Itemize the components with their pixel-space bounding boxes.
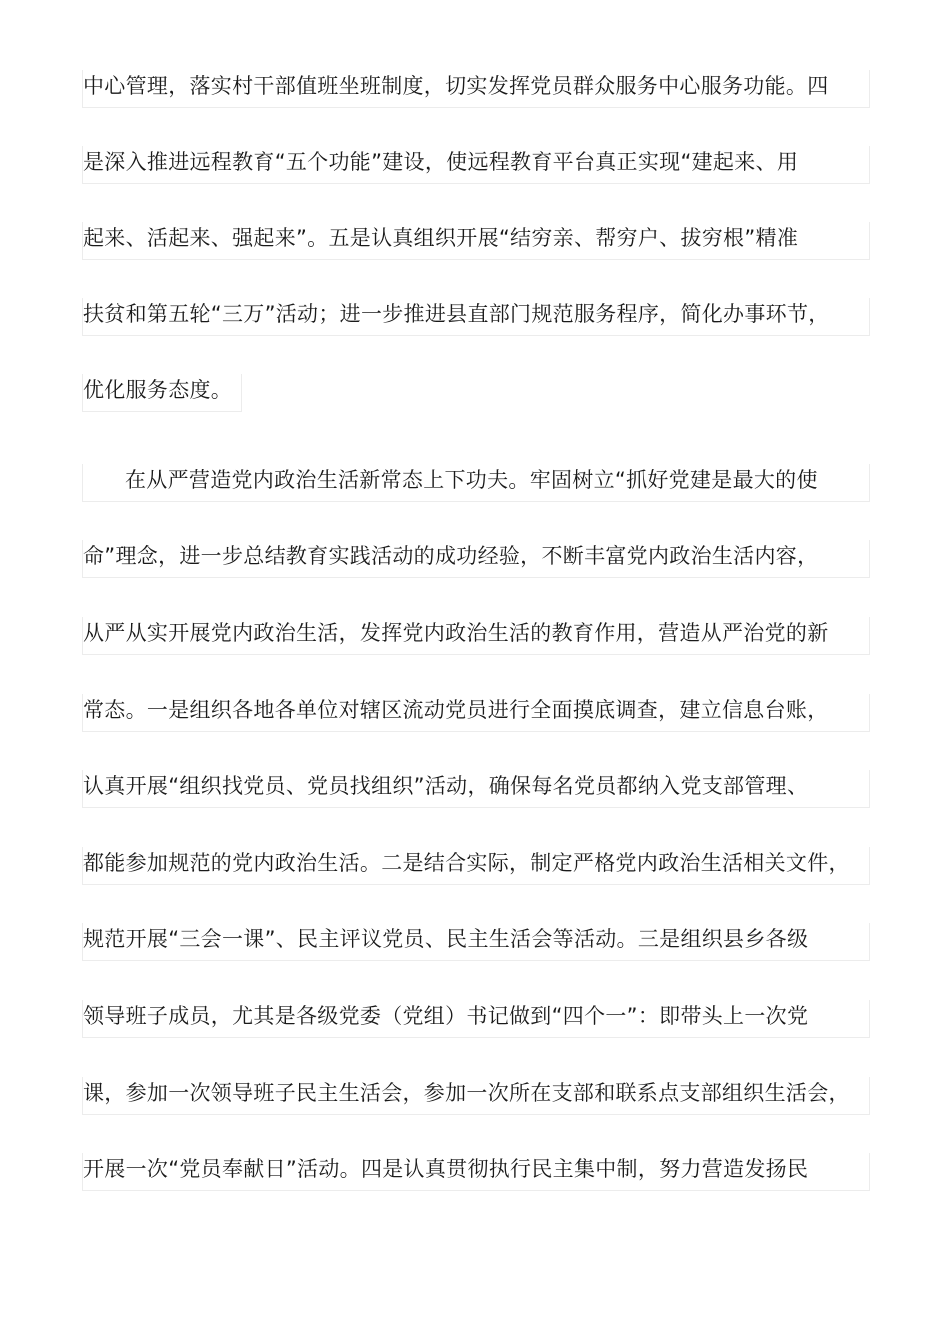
paragraph-2-line-7 [82,923,870,961]
text-line: 规范开展“三会一课”、民主评议党员、民主生活会等活动。三是组织县乡各级 [83,927,809,951]
paragraph-1-line-1 [82,70,870,108]
text-line: 是深入推进远程教育“五个功能”建设，使远程教育平台真正实现“建起来、用 [83,150,799,174]
text-line: 中心管理，落实村干部值班坐班制度，切实发挥党员群众服务中心服务功能。四 [83,74,829,98]
paragraph-2-line-6 [82,847,870,885]
text-line: 都能参加规范的党内政治生活。二是结合实际，制定严格党内政治生活相关文件， [83,851,850,875]
paragraph-2-line-8 [82,1000,870,1038]
paragraph-2-line-10 [82,1153,870,1191]
text-line: 开展一次“党员奉献日”活动。四是认真贯彻执行民主集中制，努力营造发扬民 [83,1157,809,1181]
text-line: 扶贫和第五轮“三万”活动；进一步推进县直部门规范服务程序，简化办事环节， [83,302,830,326]
paragraph-1-line-5 [82,374,242,412]
text-line: 命”理念，进一步总结教育实践活动的成功经验，不断丰富党内政治生活内容， [83,544,819,568]
text-line: 常态。一是组织各地各单位对辖区流动党员进行全面摸底调查，建立信息台账， [83,698,829,722]
text-line: 认真开展“组织找党员、党员找组织”活动，确保每名党员都纳入党支部管理、 [83,774,809,798]
paragraph-2-line-9 [82,1077,870,1115]
paragraph-2-line-4 [82,694,870,732]
text-line: 领导班子成员，尤其是各级党委（党组）书记做到“四个一”：即带头上一次党 [83,1004,809,1028]
paragraph-1-line-3 [82,222,870,260]
paragraph-2-line-1 [82,464,870,502]
paragraph-2-line-3 [82,617,870,655]
text-line: 从严从实开展党内政治生活，发挥党内政治生活的教育作用，营造从严治党的新 [83,621,829,645]
paragraph-2-line-5 [82,770,870,808]
text-line: 优化服务态度。 [83,378,233,402]
paragraph-1-line-4 [82,298,870,336]
paragraph-1-line-2 [82,146,870,184]
paragraph-2-line-2 [82,540,870,578]
text-line: 课，参加一次领导班子民主生活会，参加一次所在支部和联系点支部组织生活会， [83,1081,850,1105]
text-line: 在从严营造党内政治生活新常态上下功夫。牢固树立“抓好党建是最大的使 [125,468,818,492]
text-line: 起来、活起来、强起来”。五是认真组织开展“结穷亲、帮穷户、拔穷根”精准 [83,226,799,250]
